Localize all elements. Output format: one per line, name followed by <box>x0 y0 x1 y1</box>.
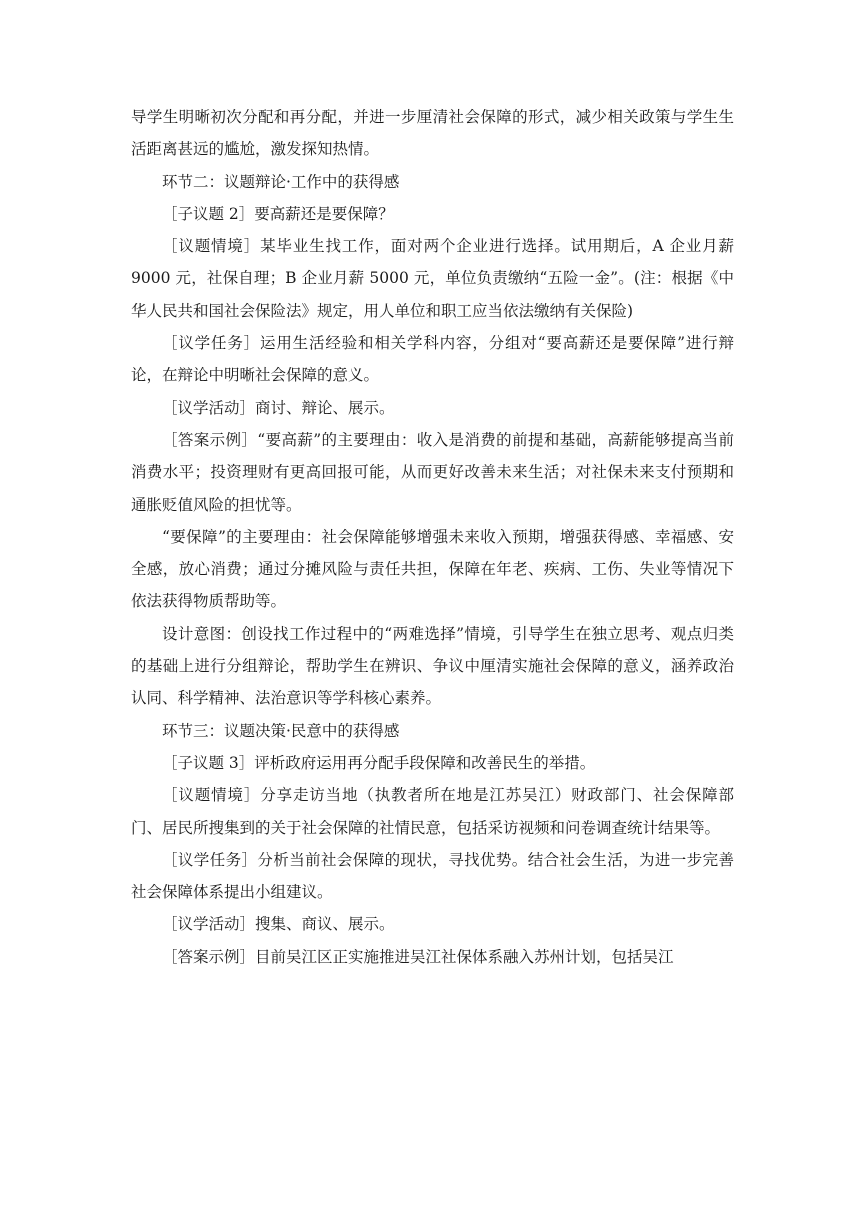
section-heading-stage-two: 环节二：议题辩论·工作中的获得感 <box>162 172 400 191</box>
sub-topic-3: ［子议题 3］评析政府运用再分配手段保障和改善民生的举措。 <box>162 753 596 772</box>
document-body <box>131 101 734 973</box>
learning-activity-3: ［议学活动］搜集、商议、展示。 <box>162 915 395 934</box>
answer-example-2: ［答案示例］“要高薪”的主要理由：收入是消费的前提和基础，高薪能够提高当前消费水平；投资理财有更高回报可能，从而更好改善未来生活；对社保未来支付预期和通胀贬值风险的担忧等。 <box>131 430 734 514</box>
answer-example-3: ［答案示例］目前吴江区正实施推进吴江社保体系融入苏州计划，包括吴江 <box>162 947 674 966</box>
topic-scenario-2: ［议题情境］某毕业生找工作，面对两个企业进行选择。试用期后，A 企业月薪 9000 元，社保自理；B 企业月薪 5000 元，单位负责缴纳“五险一金”。(注：根据《中华人民共和国社会保险法》规定，用人单位和职工应当依法缴纳有关保险) <box>131 237 734 320</box>
answer-example-2-cont: “要保障”的主要理由：社会保障能够增强未来收入预期，增强获得感、幸福感、安全感，放心消费；通过分摊风险与责任共担，保障在年老、疾病、工伤、失业等情况下依法获得物质帮助等。 <box>131 527 734 611</box>
design-intent-2: 设计意图：创设找工作过程中的“两难选择”情境，引导学生在独立思考、观点归类的基础上进行分组辩论，帮助学生在辨识、争议中厘清实施社会保障的意义，涵养政治认同、科学精神、法治意识等学科核心素养。 <box>131 624 734 708</box>
learning-task-3: ［议学任务］分析当前社会保障的现状，寻找优势。结合社会生活，为进一步完善社会保障体系提出小组建议。 <box>131 850 734 902</box>
paragraph-continuation: 导学生明晰初次分配和再分配，并进一步厘清社会保障的形式，减少相关政策与学生生活距离甚远的尴尬，激发探知热情。 <box>131 108 734 159</box>
section-heading-stage-three: 环节三：议题决策·民意中的获得感 <box>162 721 400 740</box>
learning-task-2: ［议学任务］运用生活经验和相关学科内容，分组对“要高薪还是要保障”进行辩论，在辩论中明晰社会保障的意义。 <box>131 334 734 385</box>
topic-scenario-3: ［议题情境］分享走访当地（执教者所在地是江苏吴江）财政部门、社会保障部门、居民所搜集到的关于社会保障的社情民意，包括采访视频和问卷调查统计结果等。 <box>131 786 734 837</box>
sub-topic-2: ［子议题 2］要高薪还是要保障？ <box>162 204 394 223</box>
learning-activity-2: ［议学活动］商讨、辩论、展示。 <box>162 398 395 417</box>
